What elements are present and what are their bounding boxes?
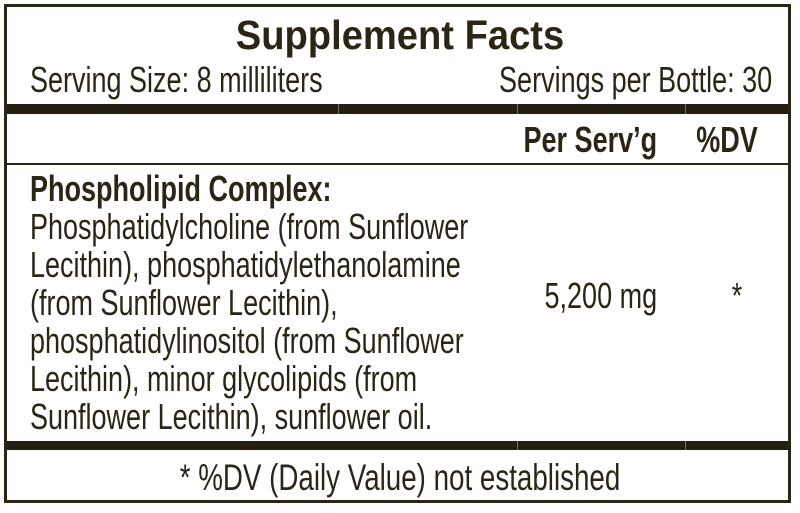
ingredient-dv-asterisk: * (731, 275, 743, 316)
divider-seam (685, 441, 686, 450)
serving-size: Serving Size: 8 milliliters (30, 59, 323, 100)
divider-seam (338, 104, 339, 114)
ingredient-description-line: Lecithin), phosphatidylethanolamine (30, 244, 461, 285)
ingredient-block (30, 170, 614, 436)
divider-seam (517, 104, 518, 114)
ingredient-amount: 5,200 mg (544, 275, 657, 316)
footnote: * %DV (Daily Value) not established (179, 457, 621, 498)
header-rule (7, 163, 788, 165)
thick-divider-bottom (7, 441, 788, 450)
servings-per-bottle: Servings per Bottle: 30 (498, 59, 772, 100)
ingredient-description-line: Sunflower Lecithin), sunflower oil. (30, 396, 433, 437)
thick-divider-top (7, 104, 788, 114)
divider-seam (685, 104, 686, 114)
column-header-per-serving: Per Serv’g (523, 119, 657, 160)
ingredient-description-line: (from Sunflower Lecithin), (30, 282, 338, 323)
ingredient-description-line: Lecithin), minor glycolipids (from (30, 358, 418, 399)
title: Supplement Facts (235, 12, 565, 58)
ingredient-description-line: phosphatidylinositol (from Sunflower (30, 320, 464, 361)
divider-seam (517, 441, 518, 450)
column-header-dv: %DV (696, 119, 758, 160)
ingredient-description-line: Phosphatidylcholine (from Sunflower (30, 206, 469, 247)
ingredient-name: Phospholipid Complex: (30, 168, 332, 209)
